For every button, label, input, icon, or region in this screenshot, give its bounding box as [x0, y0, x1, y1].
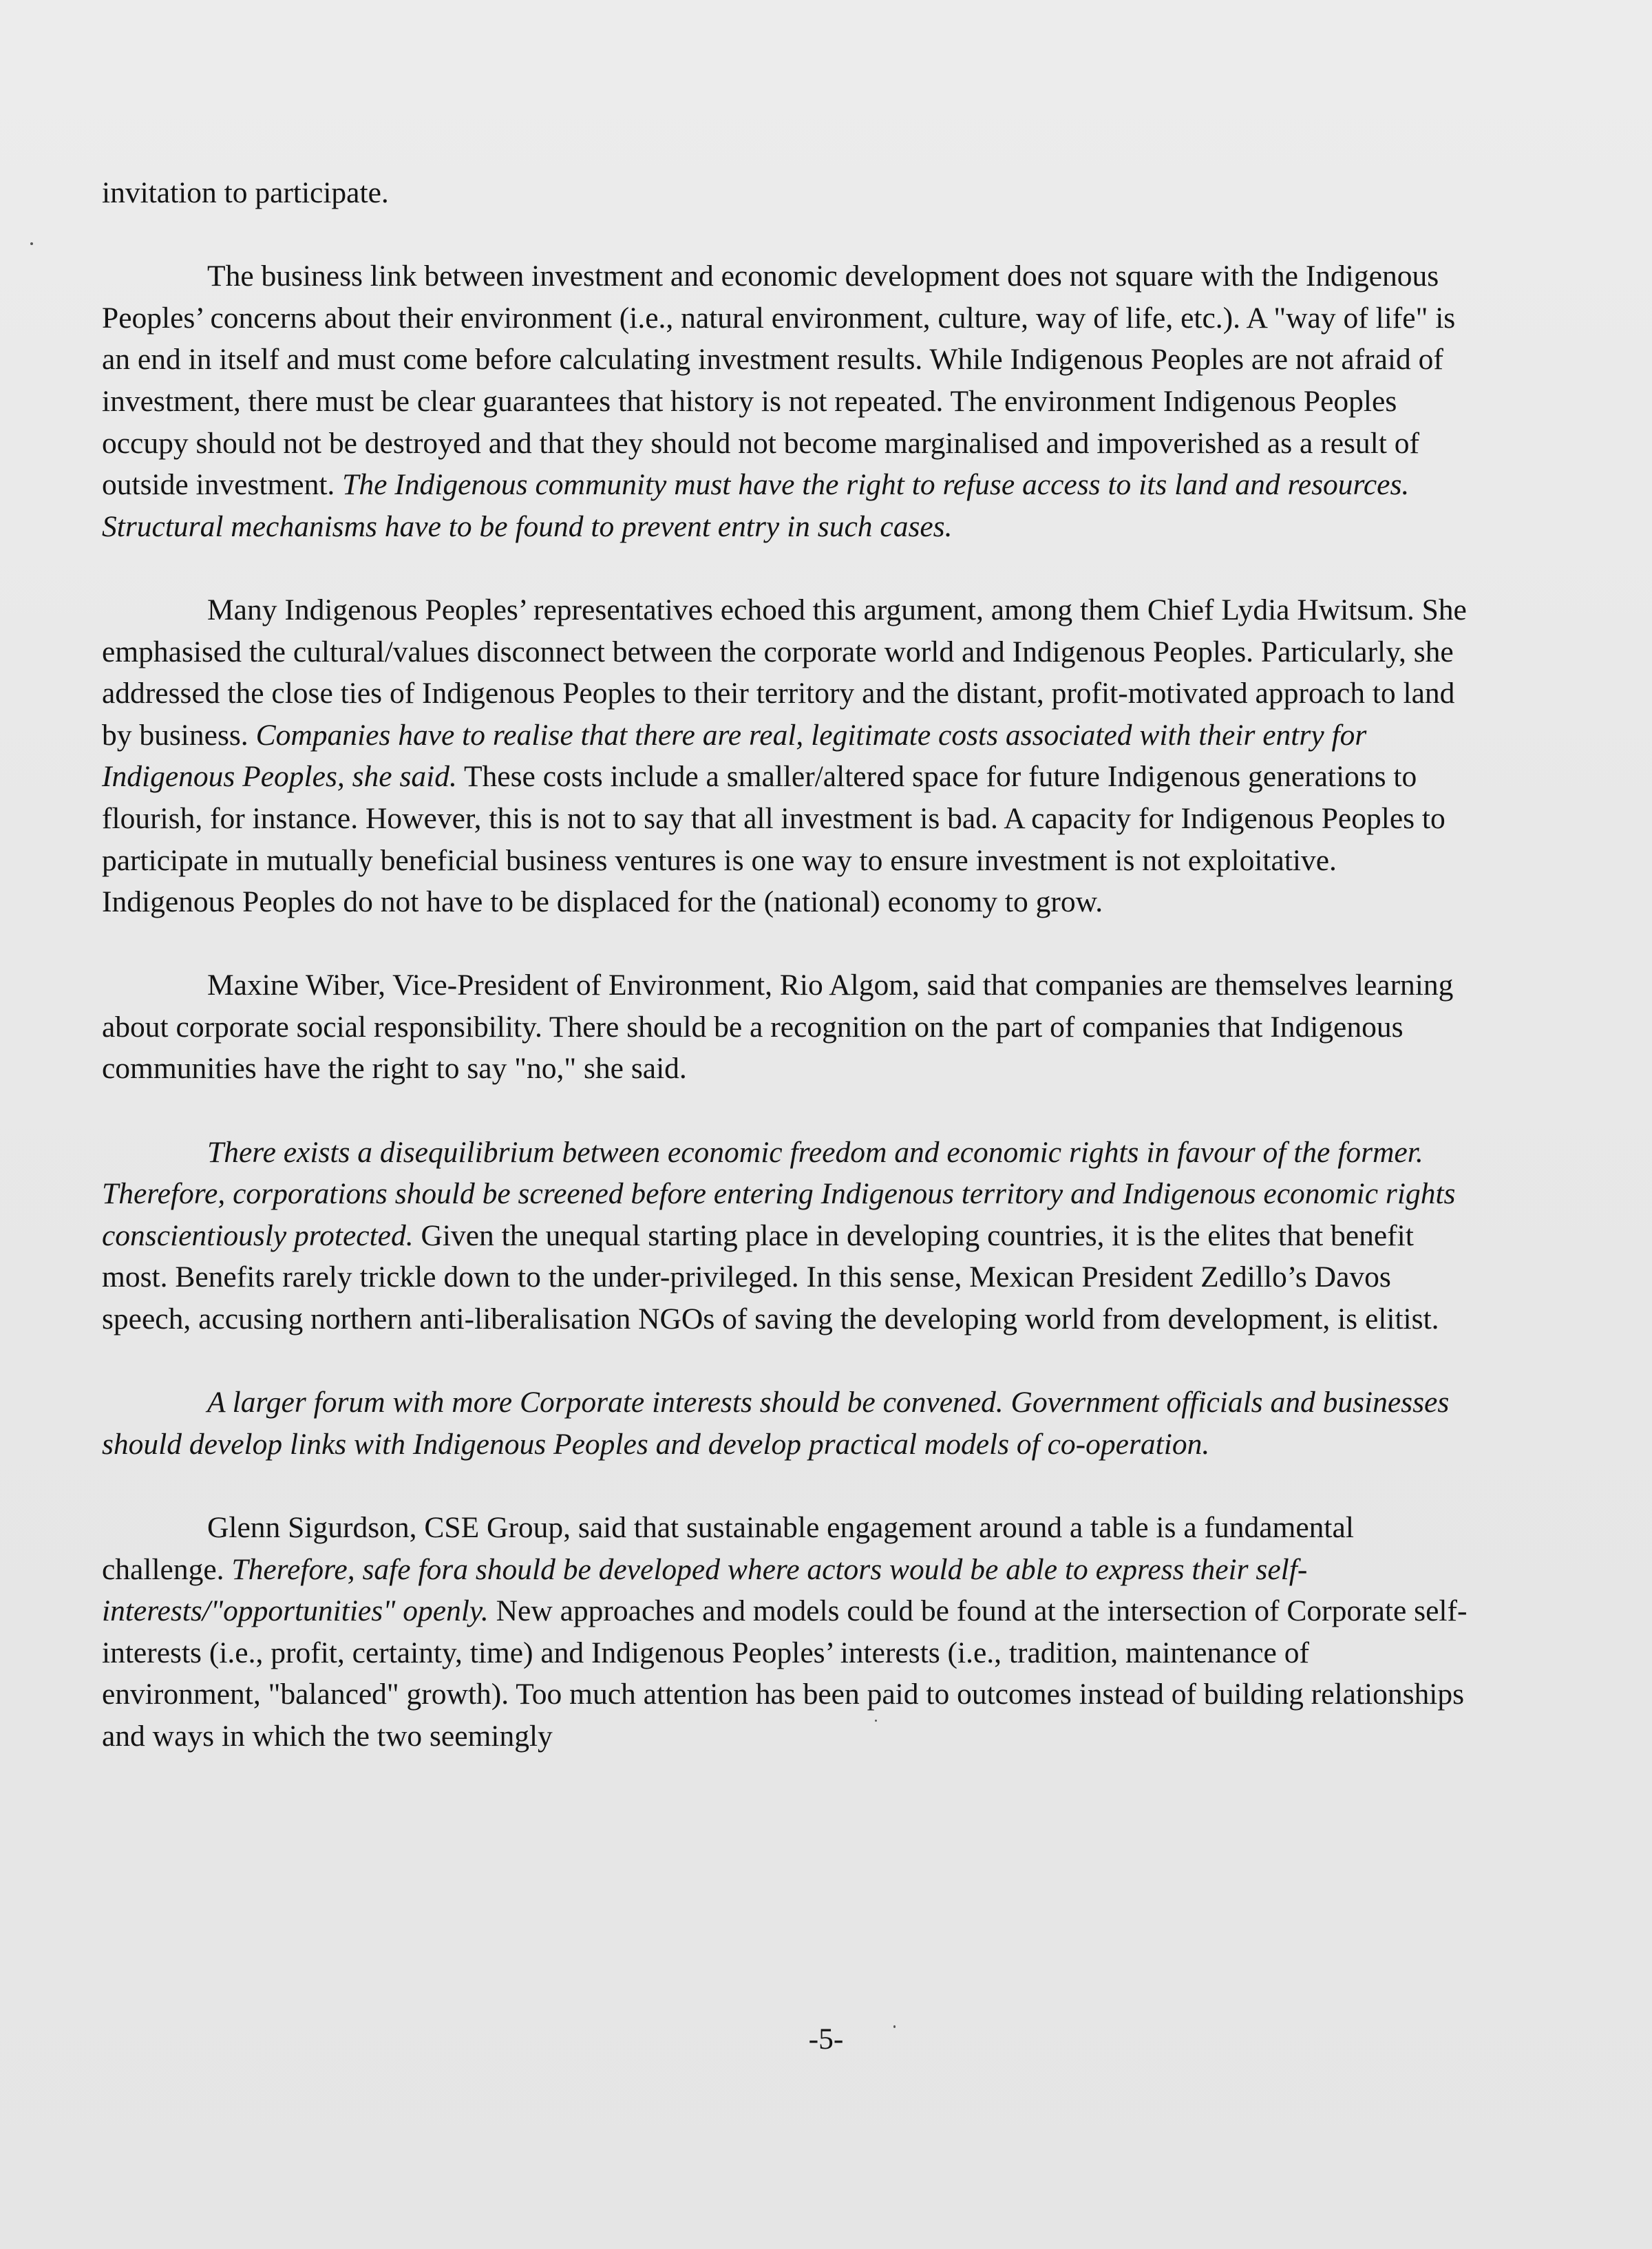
text-run: Given the unequal starting place in developing countries, it is the elites that benefit most. Benefits rarely trickle down to the under-privileged. In this sense, Mexican President Zedillo’s Davos speech, accusing northern anti-liberalisation NGOs of saving the developing world from development, is elitist.	[102, 1218, 1439, 1336]
italic-text-run: Companies have to realise that there are real, legitimate costs associated with their entry for Indigenous Peoples, she said.	[102, 718, 1367, 794]
paragraph	[102, 964, 1468, 1090]
text-run: These costs include a smaller/altered space for future Indigenous generations to flourish, for instance. However, this is not to say that all investment is bad. A capacity for Indigenous Peoples to participate in mutually beneficial business ventures is one way to ensure investment is not exploitative. Indigenous Peoples do not have to be displaced for the (national) economy to grow.	[102, 760, 1446, 919]
paragraph	[102, 1507, 1468, 1757]
paragraph	[102, 589, 1468, 923]
italic-text-run: A larger forum with more Corporate interests should be convened. Government officials and businesses should develop links with Indigenous Peoples and develop practical models of co-operation.	[102, 1386, 1450, 1461]
italic-text-run: There exists a disequilibrium between economic freedom and economic rights in favour of the former. Therefore, corporations should be screened before entering Indigenous territory and Indigenous economic rights conscientiously protected.	[102, 1135, 1456, 1252]
paragraph	[102, 255, 1468, 547]
paragraph	[102, 1132, 1468, 1340]
paragraph	[102, 172, 1468, 214]
document-body	[102, 172, 1468, 1799]
text-run: Glenn Sigurdson, CSE Group, said that sustainable engagement around a table is a fundamental challenge.	[102, 1511, 1354, 1586]
scan-speck	[30, 242, 33, 245]
text-run: Maxine Wiber, Vice-President of Environment, Rio Algom, said that companies are themselves learning about corporate social responsibility. There should be a recognition on the part of companies that Indigenous communities have the right to say "no," she said.	[102, 969, 1454, 1086]
text-run: invitation to participate.	[102, 176, 389, 209]
italic-text-run: Therefore, safe fora should be developed where actors would be able to express their self-interests/"opportunities" openly.	[102, 1552, 1308, 1628]
text-run: New approaches and models could be found at the intersection of Corporate self-interests (i.e., profit, certainty, time) and Indigenous Peoples’ interests (i.e., tradition, maintenance of environment, "balanced" growth). Too much attention has been paid to outcomes instead of building relationships and ways in which the two seemingly	[102, 1594, 1468, 1753]
text-run: Many Indigenous Peoples’ representatives echoed this argument, among them Chief Lydia Hwitsum. She emphasised the cultural/values disconnect between the corporate world and Indigenous Peoples. Particularly, she addressed the close ties of Indigenous Peoples to their territory and the distant, profit-motivated approach to land by business.	[102, 593, 1467, 752]
text-run: The business link between investment and economic development does not square with the Indigenous Peoples’ concerns about their environment (i.e., natural environment, culture, way of life, etc.). A "way of life" is an end in itself and must come before calculating investment results. While Indigenous Peoples are not afraid of investment, there must be clear guarantees that history is not repeated. The environment Indigenous Peoples occupy should not be destroyed and that they should not become marginalised and impoverished as a result of outside investment.	[102, 260, 1456, 502]
page-number: -5-	[808, 2023, 844, 2056]
paragraph	[102, 1382, 1468, 1465]
italic-text-run: The Indigenous community must have the right to refuse access to its land and resources. Structural mechanisms have to be found to prevent entry in such cases.	[102, 468, 1410, 543]
